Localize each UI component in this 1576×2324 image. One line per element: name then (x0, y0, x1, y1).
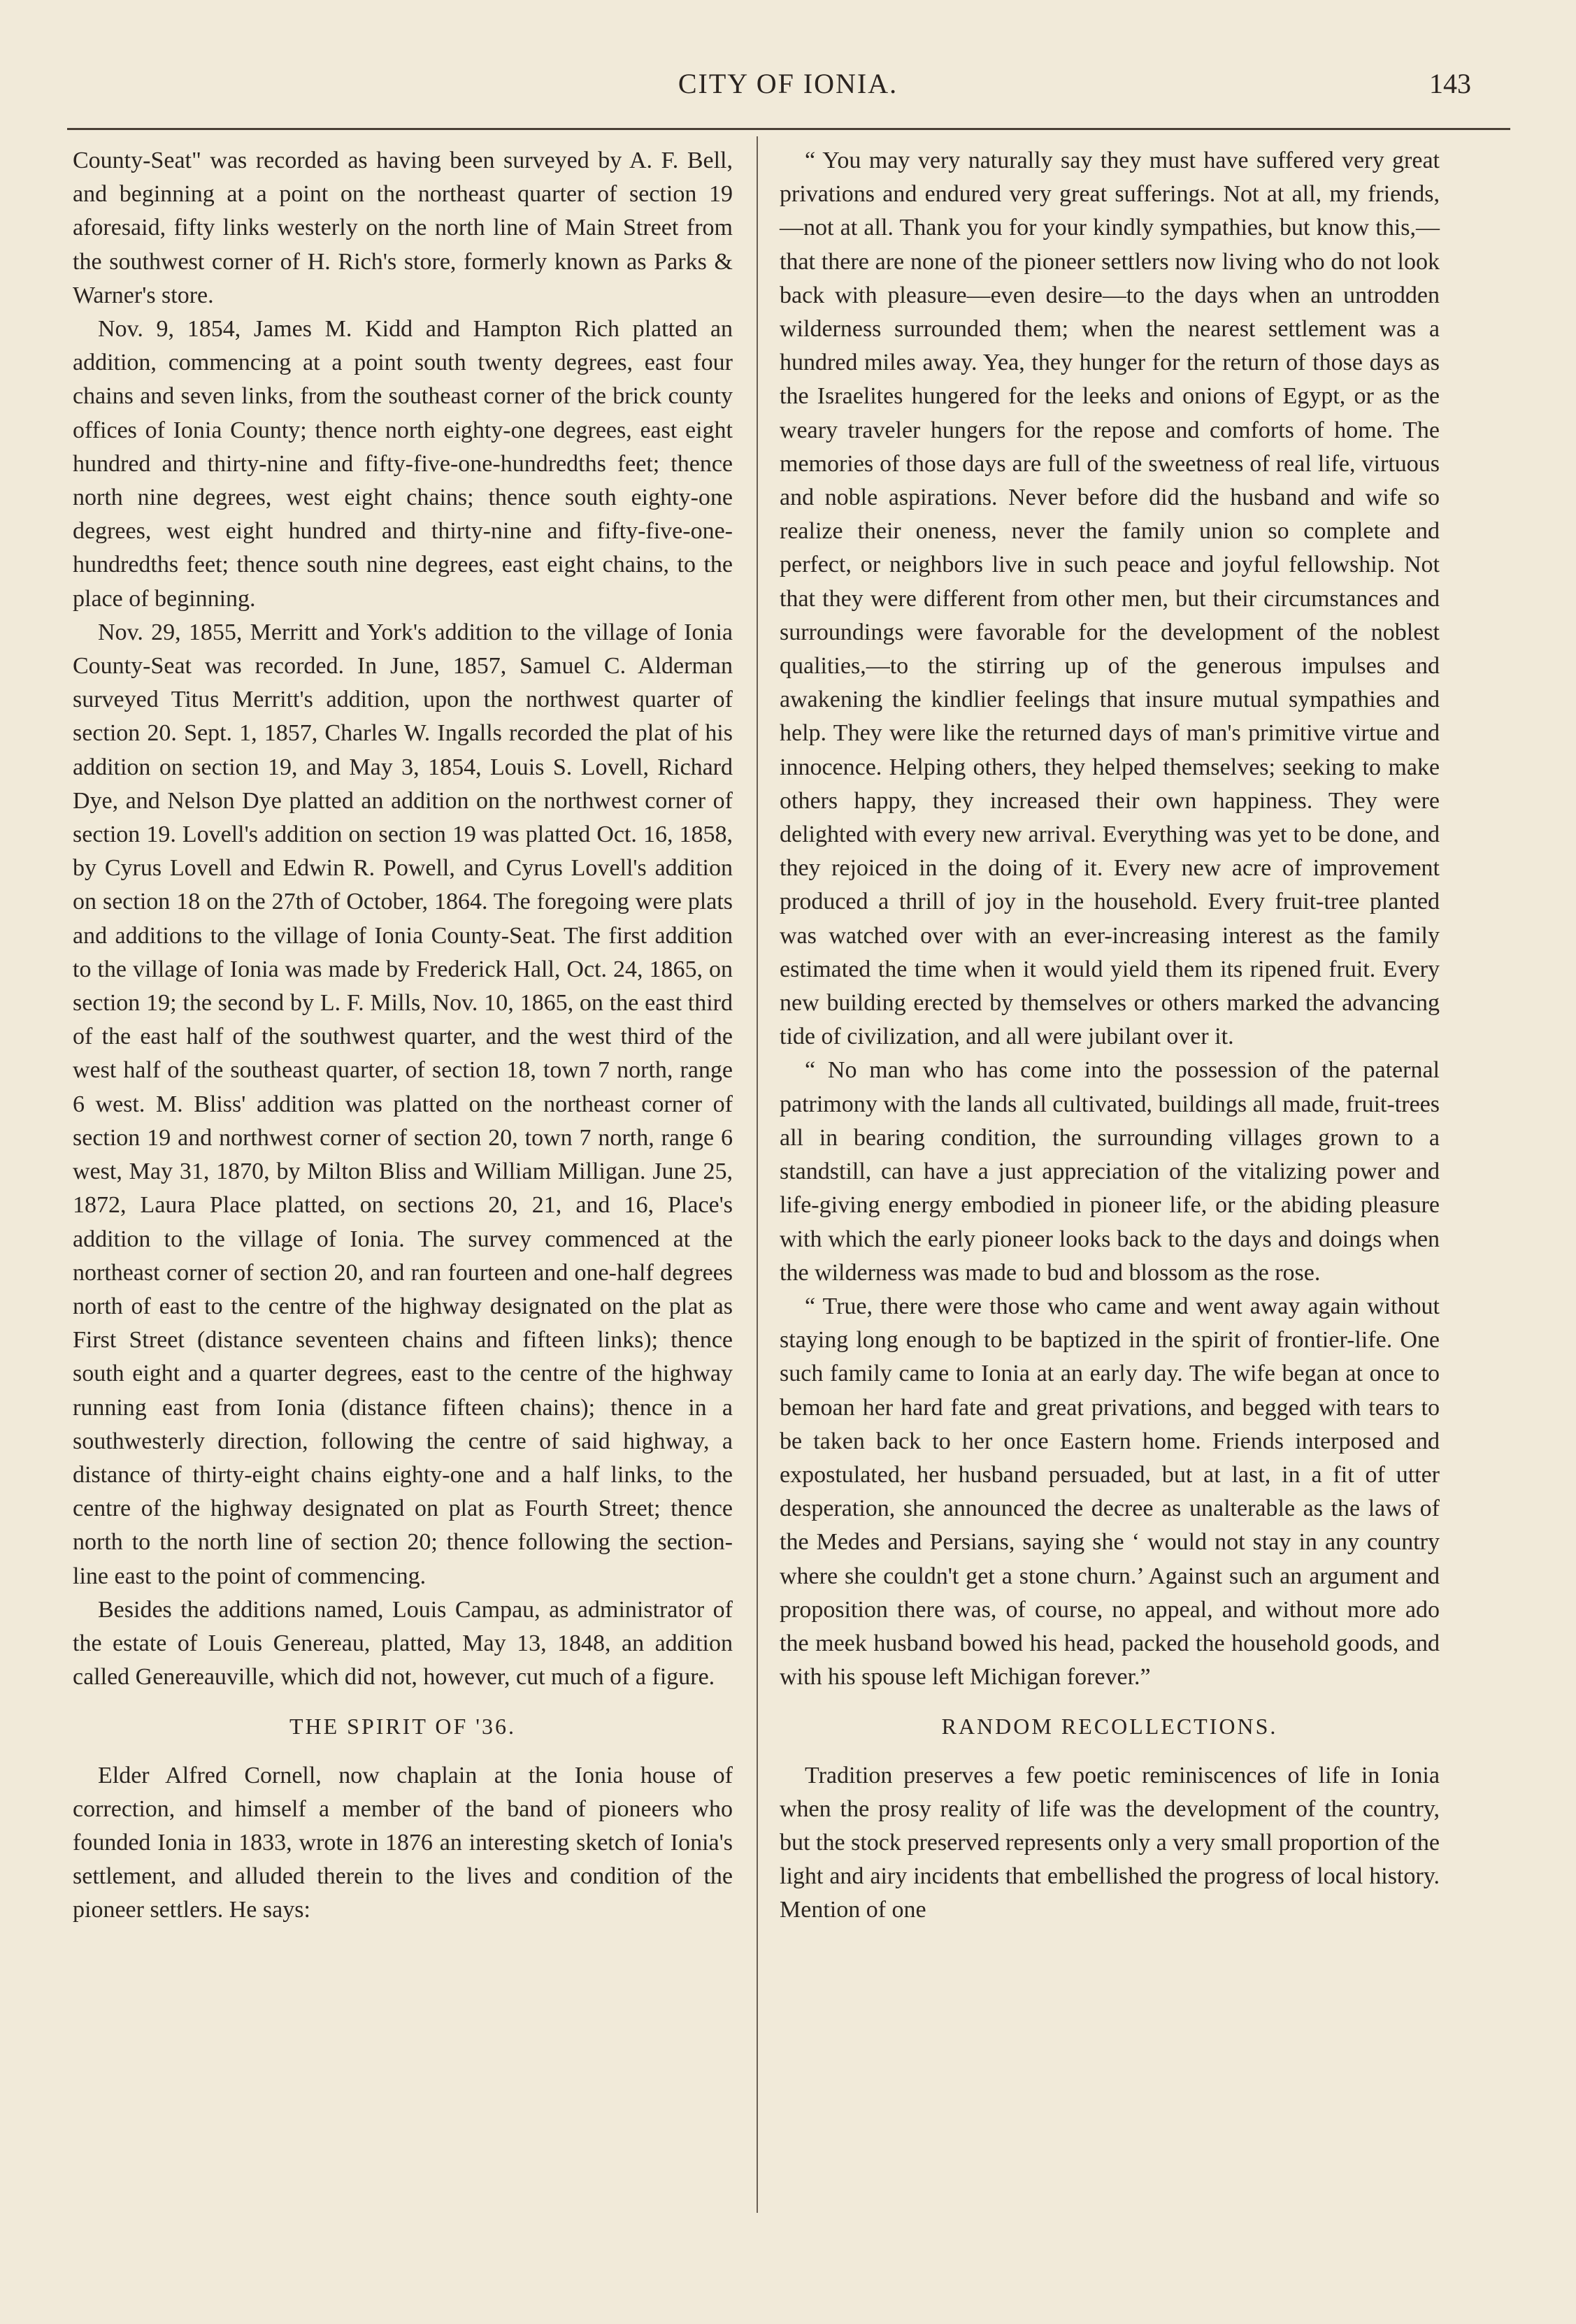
paragraph: Tradition preserves a few poetic reminiscences of life in Ionia when the prosy reality of life was the development of the country, but the stock preserved represents only a very small proportion of the light and airy incidents that embellished the progress of local history. Mention of one (780, 1762, 1440, 1923)
paragraph: “ You may very naturally say they must have suffered very great privations and endured very great sufferings. Not at all, my friends,—not at all. Thank you for your kindly sympathies, but know this,—that there are none of the pioneer settlers now living who do not look back with pleasure—even desire—to the days when an untrodden wilderness surrounded them; when the nearest settlement was a hundred miles away. Yea, they hunger for the return of those days as the Israelites hungered for the leeks and onions of Egypt, or as the weary traveler hungers for the repose and comforts of home. The memories of those days are full of the sweetness of real life, virtuous and noble aspirations. Never before did the husband and wife so realize their oneness, never the family union so complete and perfect, or neighbors live in such peace and joyful fellowship. Not that they were different from other men, but their circumstances and surroundings were favorable for the development of the noblest qualities,—to the stirring up of the generous impulses and awakening the kindlier feelings that insure mutual sympathies and help. They were like the returned days of man's primitive virtue and innocence. Helping others, they helped themselves; seeking to make others happy, they increased their own happiness. They were delighted with every new arrival. Everything was yet to be done, and they rejoiced in the doing of it. Every new acre of improvement produced a thrill of joy in the household. Every fruit-tree planted was watched over with an ever-increasing interest as the family estimated the time when it would yield them its ripened fruit. Every new building erected by themselves or others marked the advancing tide of civilization, and all were jubilant over it. (780, 148, 1440, 1050)
paragraph: County-Seat" was recorded as having been surveyed by A. F. Bell, and beginning at a point on the northeast quarter of section 19 aforesaid, fifty links westerly on the north line of Main Street from the southwest corner of H. Rich's store, formerly known as Parks & Warner's store. (73, 148, 733, 308)
paragraph: Nov. 9, 1854, James M. Kidd and Hampton Rich platted an addition, commencing at a point south twenty degrees, east four chains and seven links, from the southeast corner of the brick county offices of Ionia County; thence north eighty-one degrees, east eight hundred and thirty-nine and fifty-five-one-hundredths feet; thence north nine degrees, west eight chains; thence south eighty-one degrees, west eight hundred and thirty-nine and fifty-five-one-hundredths feet; thence south nine degrees, east eight chains, to the place of beginning. (73, 316, 733, 612)
page-number: 143 (1429, 68, 1471, 99)
section-heading: RANDOM RECOLLECTIONS. (941, 1714, 1278, 1740)
page-header (0, 67, 1576, 109)
paragraph: “ True, there were those who came and went away again without staying long enough to be baptized in the spirit of frontier-life. One such family came to Ionia at an early day. The wife began at once to bemoan her hard fate and great privations, and begged with tears to be taken back to her once Eastern home. Friends interposed and expostulated, her husband persuaded, but at last, in a fit of utter desperation, she announced the decree as unalterable as the laws of the Medes and Persians, saying she ‘ would not stay in any country where she couldn't get a stone churn.’ Against such an argument and proposition there was, of course, no appeal, and without more ado the meek husband bowed his head, packed the household goods, and with his spouse left Michigan forever.” (780, 1293, 1440, 1691)
section-heading: THE SPIRIT OF '36. (289, 1714, 517, 1740)
header-rule (67, 128, 1510, 130)
column-divider (757, 136, 758, 2213)
paragraph: Nov. 29, 1855, Merritt and York's addition to the village of Ionia County-Seat was recorded. In June, 1857, Samuel C. Alderman surveyed Titus Merritt's addition, upon the northwest quarter of section 20. Sept. 1, 1857, Charles W. Ingalls recorded the plat of his addition on section 19, and May 3, 1854, Louis S. Lovell, Richard Dye, and Nelson Dye platted an addition on the northwest corner of section 19. Lovell's addition on section 19 was platted Oct. 16, 1858, by Cyrus Lovell and Edwin R. Powell, and Cyrus Lovell's addition on section 18 on the 27th of October, 1864. The foregoing were plats and additions to the village of Ionia County-Seat. The first addition to the village of Ionia was made by Frederick Hall, Oct. 24, 1865, on section 19; the second by L. F. Mills, Nov. 10, 1865, on the east third of the east half of the southwest quarter, and the west third of the west half of the southeast quarter, of section 18, town 7 north, range 6 west. M. Bliss' addition was platted on the northeast corner of section 19 and northwest corner of section 20, town 7 north, range 6 west, May 31, 1870, by Milton Bliss and William Milligan. June 25, 1872, Laura Place platted, on sections 20, 21, and 16, Place's addition to the village of Ionia. The survey commenced at the northeast corner of section 20, and ran fourteen and one-half degrees north of east to the centre of the highway designated on the plat as First Street (distance seventeen chains and fifteen links); thence south eight and a quarter degrees, east to the centre of the highway running east from Ionia (distance fifteen chains); thence in a southwesterly direction, following the centre of said highway, a distance of thirty-eight chains eighty-one and a half links, to the centre of the highway designated on plat as Fourth Street; thence north to the north line of section 20; thence following the section-line east to the point of commencing. (73, 619, 733, 1589)
paragraph: “ No man who has come into the possession of the paternal patrimony with the lands all cultivated, buildings all made, fruit-trees all in bearing condition, the surrounding villages grown to a standstill, can have a just appreciation of the vitalizing power and life-giving energy embodied in pioneer life, or the abiding pleasure with which the early pioneer looks back to the days and doings when the wilderness was made to bud and blossom as the rose. (780, 1057, 1440, 1286)
right-column (780, 144, 1440, 1928)
left-column (73, 144, 733, 1928)
running-title: CITY OF IONIA. (678, 68, 898, 99)
paragraph: Elder Alfred Cornell, now chaplain at the Ionia house of correction, and himself a member of the band of pioneers who founded Ionia in 1833, wrote in 1876 an interesting sketch of Ionia's settlement, and alluded therein to the lives and condition of the pioneer settlers. He says: (73, 1762, 733, 1923)
paragraph: Besides the additions named, Louis Campau, as administrator of the estate of Louis Genereau, platted, May 13, 1848, an addition called Genereauville, which did not, however, cut much of a figure. (73, 1596, 733, 1691)
